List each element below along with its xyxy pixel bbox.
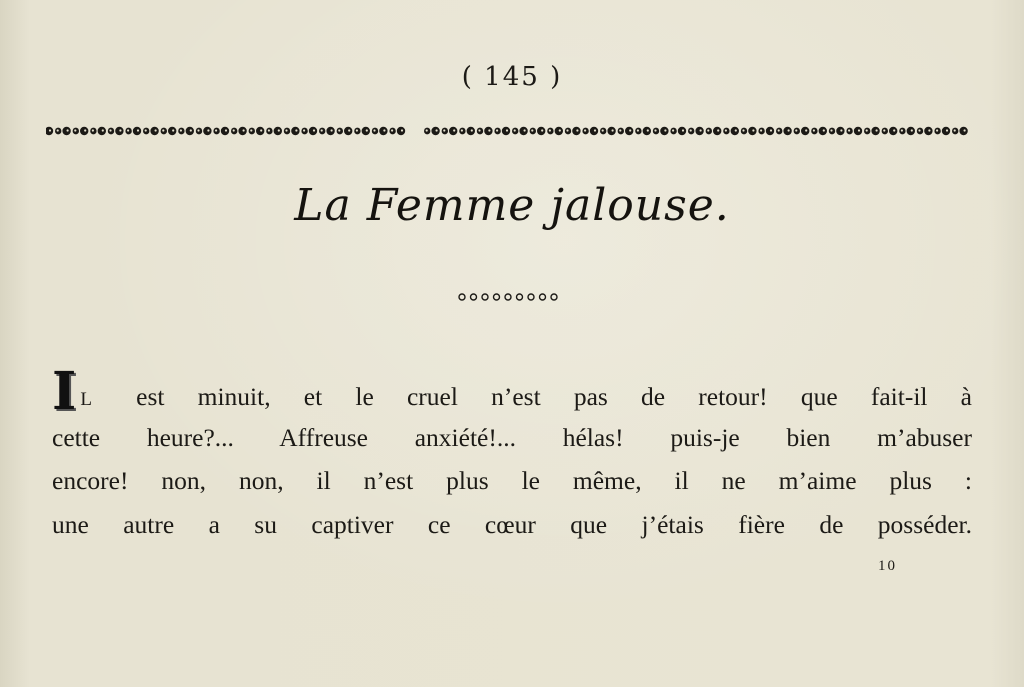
ornamental-rule: [46, 124, 968, 138]
drop-cap-rest: L: [80, 389, 93, 410]
chapter-title: La Femme jalouse.: [294, 180, 730, 231]
page-number: ( 145 ): [461, 62, 563, 92]
signature-mark: 10: [878, 558, 897, 574]
text-line-1: [52, 361, 972, 422]
text-line-4: une autre a su captiver ce cœur que j’étais fière de posséder.: [52, 509, 972, 539]
text-line-3: encore! non, non, il n’est plus le même, il ne m’aime plus :: [52, 466, 972, 495]
line-1-text: est minuit, et le cruel n’est pas de retour! que fait-il à: [136, 382, 972, 411]
drop-cap: I: [52, 361, 77, 422]
body-text: [52, 361, 972, 546]
small-ornament: [456, 292, 560, 302]
text-line-2: cette heure?... Affreuse anxiété!... hélas! puis-je bien m’abuser: [52, 422, 972, 452]
